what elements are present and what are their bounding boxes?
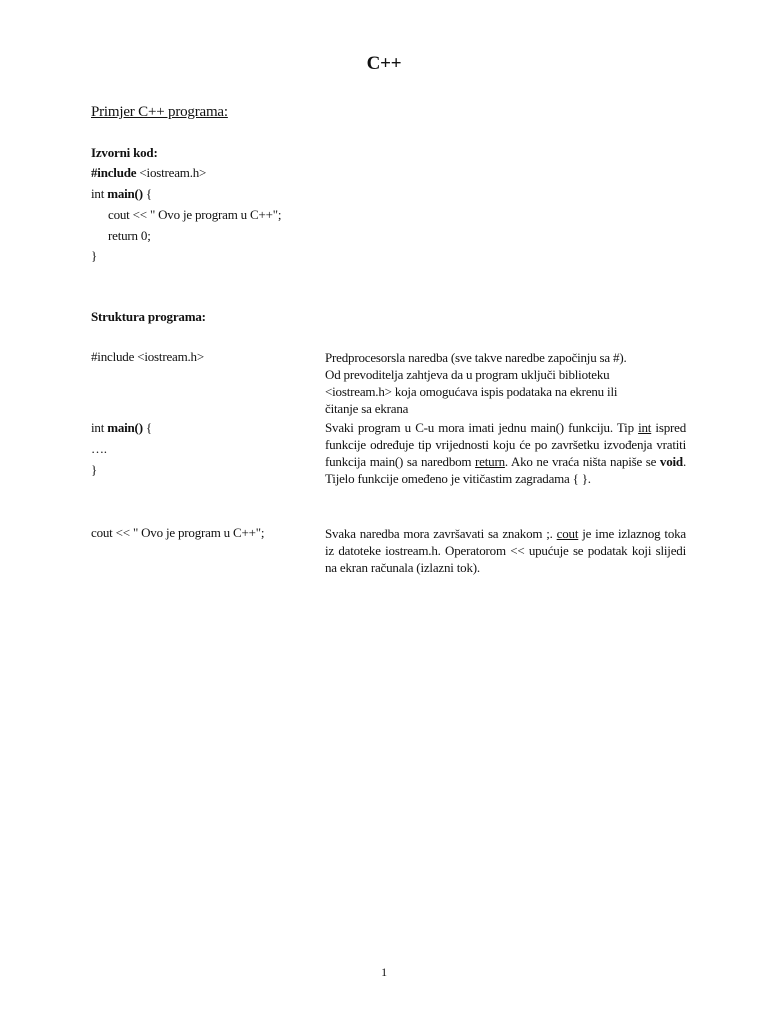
code-line-main [91, 184, 152, 204]
structure-heading: Struktura programa: [91, 309, 206, 324]
main-keyword: main() [107, 186, 143, 201]
row2-main-keyword: main() [107, 420, 143, 435]
row1-desc-line: <iostream.h> koja omogućava ispis podataka na ekrenu ili [325, 384, 618, 399]
include-keyword: #include [91, 165, 137, 180]
row1-desc-line: čitanje sa ekrana [325, 401, 409, 416]
row3-cout-underlined: cout [556, 526, 579, 541]
source-heading: Izvorni kod: [91, 145, 158, 160]
row2-return-underlined: return [475, 454, 505, 469]
row1-code: #include <iostream.h> [91, 349, 204, 364]
code-line-return: return 0; [108, 228, 151, 243]
row1-desc-line: Predprocesorsla naredba (sve takve naredbe započinju sa #). [325, 350, 627, 365]
row2-text: . Tijelo funkcije omeđeno je vitičastim zagradama { }. [325, 454, 686, 486]
row2-code-close: } [91, 462, 98, 477]
code-line-include [91, 163, 206, 183]
row3-code: cout << " Ovo je program u C++"; [91, 525, 265, 540]
row2-int-underlined: int [638, 420, 652, 435]
row2-brace: { [142, 420, 152, 435]
row2-text: ispred funkcije određuje tip vrijednosti koju će po završetku izvođenja vratiti funkcija main() sa naredbom [325, 420, 687, 469]
row2-text: Svaki program u C-u mora imati jednu main() funkciju. Tip [325, 420, 639, 435]
section-subtitle: Primjer C++ programa: [91, 104, 228, 120]
row2-code-dots: …. [91, 441, 107, 456]
row2-description [325, 419, 686, 487]
row1-desc-line: Od prevoditelja zahtjeva da u program uključi biblioteku [325, 367, 610, 382]
row3-text: Svaka naredba mora završavati sa znakom ;. [325, 526, 557, 541]
code-line-cout: cout << " Ovo je program u C++"; [108, 207, 282, 222]
row2-text: . Ako ne vraća ništa napiše se [504, 454, 660, 469]
include-target: <iostream.h> [136, 165, 207, 180]
document-title: C++ [366, 53, 402, 74]
row3-description [325, 525, 686, 576]
row2-code-main [91, 418, 152, 438]
row2-void-bold: void [659, 454, 683, 469]
page-number: 1 [381, 965, 387, 979]
row1-description [325, 349, 686, 417]
code-line-close: } [91, 248, 98, 263]
main-return-type: int [91, 186, 108, 201]
row2-int: int [91, 420, 108, 435]
row3-text: je ime izlaznog toka iz datoteke iostream.h. Operatorom << upućuje se podatak koji slijedi na ekran računala (izlazni tok). [325, 526, 686, 575]
main-brace: { [142, 186, 152, 201]
